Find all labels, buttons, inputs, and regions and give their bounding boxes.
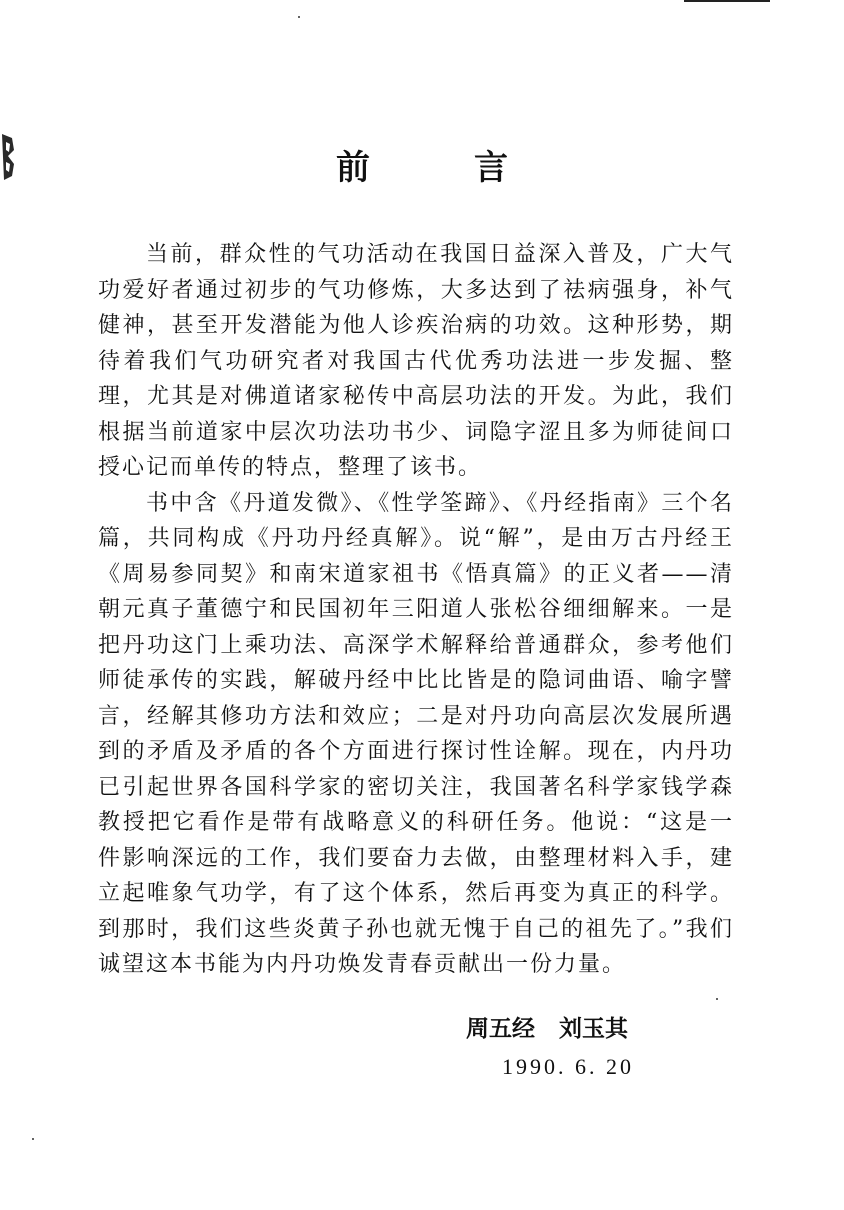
scan-speck [32, 1138, 34, 1140]
scan-edge-line [684, 0, 770, 2]
title-char: 言 [474, 148, 508, 188]
page-title [336, 146, 508, 190]
scan-edge-mark [0, 128, 18, 184]
date-line: 1990. 6. 20 [502, 1054, 634, 1079]
title-char: 前 [336, 148, 370, 188]
author-signature: 周五经 刘玉其 [466, 1016, 629, 1042]
preface-body [98, 237, 734, 983]
scan-speck [298, 16, 300, 18]
paragraph: 当前，群众性的气功活动在我国日益深入普及，广大气功爱好者通过初步的气功修炼，大多达到了祛病强身，补气健神，甚至开发潜能为他人诊疾治病的功效。这种形势，期待着我们气功研究者对我国古代优秀功法进一步发掘、整理，尤其是对佛道诸家秘传中高层功法的开发。为此，我们根据当前道家中层次功法功书少、词隐字涩且多为师徒间口授心记而单传的特点，整理了该书。 [98, 242, 734, 480]
paragraph: 书中含《丹道发微》、《性学筌蹄》、《丹经指南》三个名篇，共同构成《丹功丹经真解》。说“解”，是由万古丹经王《周易参同契》和南宋道家祖书《悟真篇》的正义者——清朝元真子董德宁和民国初年三阳道人张松谷细细解来。一是把丹功这门上乘功法、高深学术解释给普通群众，参考他们师徒承传的实践，解破丹经中比比皆是的隐词曲语、喻字譬言，经解其修功方法和效应；二是对丹功向高层次发展所遇到的矛盾及矛盾的各个方面进行探讨性诠解。现在，内丹功已引起世界各国科学家的密切关注，我国著名科学家钱学森教授把它看作是带有战略意义的科研任务。他说：“这是一件影响深远的工作，我们要奋力去做，由整理材料入手，建立起唯象气功学，有了这个体系，然后再变为真正的科学。到那时，我们这些炎黄子孙也就无愧于自己的祖先了。”我们诚望这本书能为内丹功焕发青春贡献出一份力量。 [98, 490, 734, 977]
scan-speck [716, 998, 718, 1000]
